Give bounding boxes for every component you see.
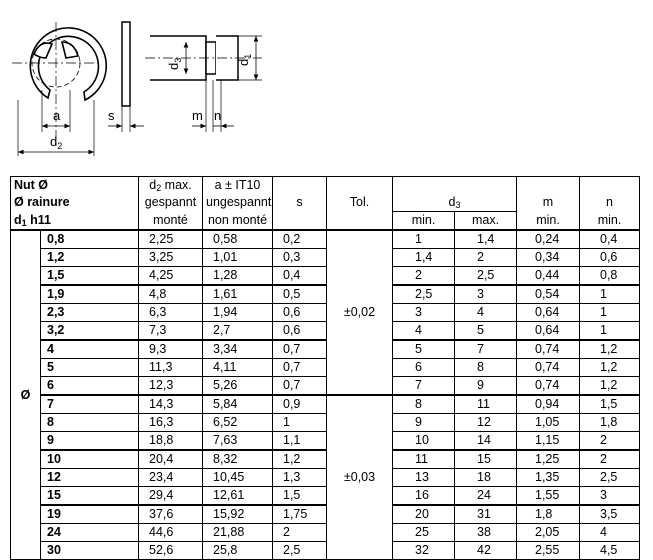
cell-d2: 11,3 — [139, 359, 203, 377]
header-row-3 — [11, 212, 640, 231]
cell-n: 1 — [580, 285, 640, 304]
cell-d3-min: 1 — [393, 230, 455, 249]
cell-d1: 24 — [41, 524, 139, 542]
cell-m: 0,74 — [517, 340, 580, 359]
table-row — [11, 285, 640, 304]
table-row — [11, 249, 640, 267]
cell-d3-min: 2,5 — [393, 285, 455, 304]
cell-d3-max: 12 — [455, 414, 517, 432]
cell-n: 1 — [580, 304, 640, 322]
cell-m: 0,24 — [517, 230, 580, 249]
cell-n: 0,4 — [580, 230, 640, 249]
cell-d1: 7 — [41, 395, 139, 414]
cell-a: 2,7 — [203, 322, 273, 341]
cell-d3-max: 18 — [455, 469, 517, 487]
cell-d2: 37,6 — [139, 505, 203, 524]
cell-a: 4,11 — [203, 359, 273, 377]
table-row — [11, 542, 640, 560]
cell-a: 5,26 — [203, 377, 273, 396]
cell-d1: 9 — [41, 432, 139, 451]
cell-s: 1,5 — [273, 487, 327, 506]
cell-d1: 6 — [41, 377, 139, 396]
cell-m: 1,05 — [517, 414, 580, 432]
cell-s: 0,6 — [273, 322, 327, 341]
cell-m: 1,55 — [517, 487, 580, 506]
cell-d2: 14,3 — [139, 395, 203, 414]
cell-d3-max: 14 — [455, 432, 517, 451]
cell-d3-max: 42 — [455, 542, 517, 560]
cell-d1: 4 — [41, 340, 139, 359]
cell-n: 4,5 — [580, 542, 640, 560]
cell-a: 10,45 — [203, 469, 273, 487]
cell-d2: 3,25 — [139, 249, 203, 267]
header-a-ungespannt: ungespannt — [203, 194, 273, 212]
label-s: s — [108, 108, 115, 123]
cell-a: 12,61 — [203, 487, 273, 506]
cell-tolerance: ±0,03 — [327, 395, 393, 560]
table-row — [11, 469, 640, 487]
cell-d3-max: 1,4 — [455, 230, 517, 249]
cell-d3-min: 10 — [393, 432, 455, 451]
cell-d1: 1,5 — [41, 267, 139, 286]
header-s: s — [273, 194, 327, 212]
spec-table — [10, 176, 640, 560]
cell-n: 1,2 — [580, 340, 640, 359]
table-row — [11, 230, 640, 249]
header-d2-gespannt: gespannt — [139, 194, 203, 212]
cell-m: 1,15 — [517, 432, 580, 451]
table-row — [11, 359, 640, 377]
header-n-min: min. — [580, 212, 640, 231]
cell-d3-min: 11 — [393, 450, 455, 469]
header-d3-min: min. — [393, 212, 455, 231]
cell-n: 1,2 — [580, 359, 640, 377]
cell-d1: 12 — [41, 469, 139, 487]
label-d2: $d_2$ — [50, 134, 63, 151]
cell-s: 1,3 — [273, 469, 327, 487]
header-m-min: min. — [517, 212, 580, 231]
cell-a: 25,8 — [203, 542, 273, 560]
cell-m: 0,34 — [517, 249, 580, 267]
cell-d1: 5 — [41, 359, 139, 377]
cell-d3-min: 6 — [393, 359, 455, 377]
cell-d2: 18,8 — [139, 432, 203, 451]
cell-m: 1,35 — [517, 469, 580, 487]
cell-m: 0,54 — [517, 285, 580, 304]
cell-d3-max: 2 — [455, 249, 517, 267]
cell-d2: 9,3 — [139, 340, 203, 359]
cell-d2: 6,3 — [139, 304, 203, 322]
cell-n: 3 — [580, 487, 640, 506]
label-d3: $d_3$ — [166, 57, 183, 70]
cell-s: 1,75 — [273, 505, 327, 524]
cell-s: 1,2 — [273, 450, 327, 469]
cell-d3-max: 3 — [455, 285, 517, 304]
header-a-non-monte: non monté — [203, 212, 273, 231]
header-n: n — [580, 194, 640, 212]
cell-a: 5,84 — [203, 395, 273, 414]
header-a: a ± IT10 — [203, 177, 273, 195]
table-row — [11, 505, 640, 524]
cell-s: 2 — [273, 524, 327, 542]
table-row — [11, 304, 640, 322]
cell-d3-min: 32 — [393, 542, 455, 560]
cell-d3-max: 31 — [455, 505, 517, 524]
cell-d3-max: 7 — [455, 340, 517, 359]
cell-n: 1,5 — [580, 395, 640, 414]
cell-n: 4 — [580, 524, 640, 542]
cell-d2: 4,25 — [139, 267, 203, 286]
cell-a: 3,34 — [203, 340, 273, 359]
table-row — [11, 267, 640, 286]
cell-d3-min: 25 — [393, 524, 455, 542]
cell-d1: 1,9 — [41, 285, 139, 304]
cell-d2: 20,4 — [139, 450, 203, 469]
technical-drawing — [0, 0, 653, 170]
cell-s: 0,3 — [273, 249, 327, 267]
cell-s: 0,2 — [273, 230, 327, 249]
header-d2: $d_2$ max. — [139, 177, 203, 195]
cell-d3-max: 4 — [455, 304, 517, 322]
cell-d3-min: 13 — [393, 469, 455, 487]
cell-d3-max: 15 — [455, 450, 517, 469]
cell-m: 2,55 — [517, 542, 580, 560]
header-tol: Tol. — [327, 194, 393, 212]
cell-m: 0,74 — [517, 377, 580, 396]
cell-s: 0,6 — [273, 304, 327, 322]
cell-d3-max: 9 — [455, 377, 517, 396]
cell-m: 1,8 — [517, 505, 580, 524]
table-row — [11, 450, 640, 469]
cell-d1: 3,2 — [41, 322, 139, 341]
cell-d2: 4,8 — [139, 285, 203, 304]
cell-s: 1,1 — [273, 432, 327, 451]
table-row — [11, 340, 640, 359]
cell-n: 2 — [580, 432, 640, 451]
cell-d1: 15 — [41, 487, 139, 506]
cell-m: 0,44 — [517, 267, 580, 286]
cell-d3-max: 38 — [455, 524, 517, 542]
cell-d1: 10 — [41, 450, 139, 469]
cell-n: 1,2 — [580, 377, 640, 396]
cell-s: 1 — [273, 414, 327, 432]
cell-m: 0,64 — [517, 322, 580, 341]
header-row-2 — [11, 194, 640, 212]
cell-a: 8,32 — [203, 450, 273, 469]
cell-a: 15,92 — [203, 505, 273, 524]
cell-d3-max: 24 — [455, 487, 517, 506]
table-row — [11, 377, 640, 396]
cell-d3-min: 2 — [393, 267, 455, 286]
cell-d1: 19 — [41, 505, 139, 524]
cell-s: 0,4 — [273, 267, 327, 286]
cell-m: 2,05 — [517, 524, 580, 542]
cell-d3-max: 5 — [455, 322, 517, 341]
cell-a: 7,63 — [203, 432, 273, 451]
cell-a: 1,94 — [203, 304, 273, 322]
cell-d3-min: 16 — [393, 487, 455, 506]
cell-d1: 8 — [41, 414, 139, 432]
cell-a: 0,58 — [203, 230, 273, 249]
cell-d2: 16,3 — [139, 414, 203, 432]
cell-s: 2,5 — [273, 542, 327, 560]
cell-a: 1,28 — [203, 267, 273, 286]
cell-m: 0,64 — [517, 304, 580, 322]
table-row — [11, 487, 640, 506]
cell-d3-max: 2,5 — [455, 267, 517, 286]
cell-s: 0,9 — [273, 395, 327, 414]
cell-m: 1,25 — [517, 450, 580, 469]
cell-d2: 44,6 — [139, 524, 203, 542]
cell-d3-min: 3 — [393, 304, 455, 322]
table-row — [11, 414, 640, 432]
table-row — [11, 524, 640, 542]
cell-d2: 29,4 — [139, 487, 203, 506]
cell-d2: 12,3 — [139, 377, 203, 396]
header-nut: Nut Ø — [11, 177, 139, 195]
label-n: n — [214, 108, 222, 123]
cell-d3-min: 8 — [393, 395, 455, 414]
cell-a: 21,88 — [203, 524, 273, 542]
cell-n: 3,5 — [580, 505, 640, 524]
header-d2-monte: monté — [139, 212, 203, 231]
cell-n: 0,8 — [580, 267, 640, 286]
table-body — [11, 230, 640, 560]
cell-tolerance: ±0,02 — [327, 230, 393, 395]
cell-n: 0,6 — [580, 249, 640, 267]
cell-d2: 2,25 — [139, 230, 203, 249]
eclip-front-view — [30, 28, 106, 100]
header-rainure: Ø rainure — [11, 194, 139, 212]
cell-a: 6,52 — [203, 414, 273, 432]
cell-s: 0,5 — [273, 285, 327, 304]
cell-d3-min: 7 — [393, 377, 455, 396]
cell-d3-max: 11 — [455, 395, 517, 414]
cell-d3-min: 20 — [393, 505, 455, 524]
cell-d3-min: 9 — [393, 414, 455, 432]
table-row — [11, 432, 640, 451]
eclip-side-view — [122, 22, 130, 106]
cell-d2: 7,3 — [139, 322, 203, 341]
cell-s: 0,7 — [273, 340, 327, 359]
header-d3-max: max. — [455, 212, 517, 231]
cell-m: 0,94 — [517, 395, 580, 414]
cell-d1: 0,8 — [41, 230, 139, 249]
cell-d3-min: 1,4 — [393, 249, 455, 267]
cell-d1: 2,3 — [41, 304, 139, 322]
cell-d3-min: 4 — [393, 322, 455, 341]
cell-d2: 23,4 — [139, 469, 203, 487]
table-row — [11, 395, 640, 414]
cell-a: 1,61 — [203, 285, 273, 304]
cell-d1: 30 — [41, 542, 139, 560]
header-m: m — [517, 194, 580, 212]
cell-n: 1 — [580, 322, 640, 341]
side-label: Ø — [11, 230, 41, 560]
table-row — [11, 322, 640, 341]
cell-m: 0,74 — [517, 359, 580, 377]
cell-d1: 1,2 — [41, 249, 139, 267]
cell-s: 0,7 — [273, 377, 327, 396]
label-a: a — [53, 108, 61, 123]
cell-a: 1,01 — [203, 249, 273, 267]
header-d3: $d_3$ — [393, 194, 517, 212]
cell-d3-min: 5 — [393, 340, 455, 359]
header-row-1 — [11, 177, 640, 195]
label-d1: $d_1$ — [236, 53, 253, 66]
cell-s: 0,7 — [273, 359, 327, 377]
label-m: m — [192, 108, 203, 123]
cell-d3-max: 8 — [455, 359, 517, 377]
header-d1-h11: $d_1$ h11 — [11, 212, 139, 231]
cell-n: 2,5 — [580, 469, 640, 487]
cell-n: 1,8 — [580, 414, 640, 432]
cell-d2: 52,6 — [139, 542, 203, 560]
cell-n: 2 — [580, 450, 640, 469]
